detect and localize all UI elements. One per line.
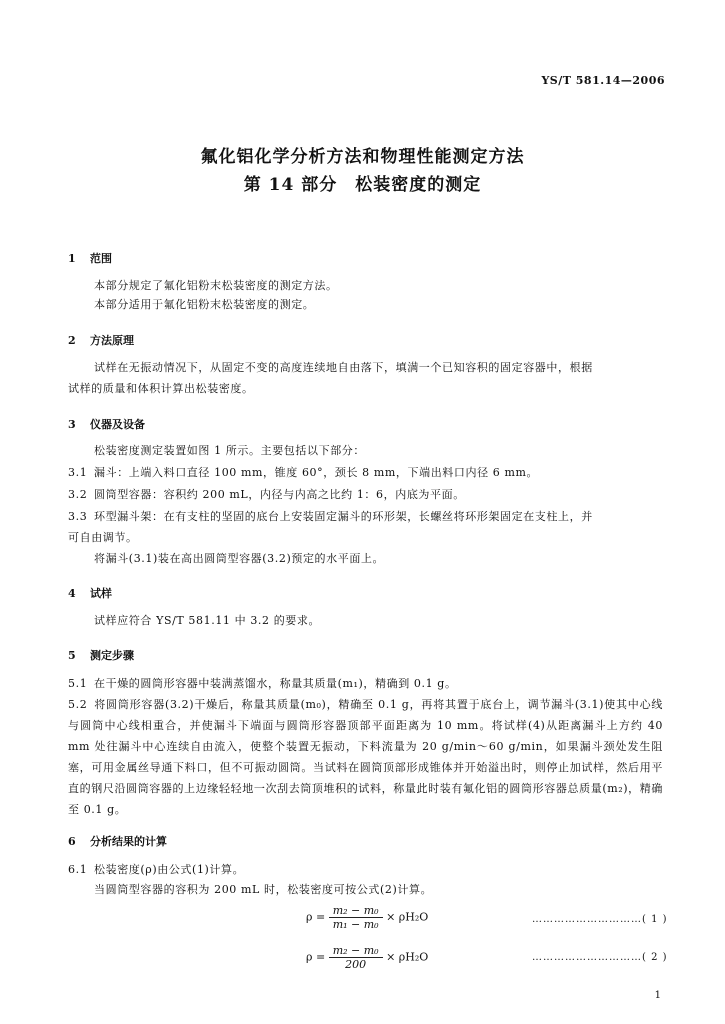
- section-title: 仪器及设备: [90, 418, 145, 431]
- section-number: 6: [68, 835, 76, 848]
- formula-2: [306, 944, 428, 971]
- paragraph: 松装密度测定装置如图 1 所示。主要包括以下部分：: [94, 444, 365, 457]
- list-item: [68, 465, 538, 481]
- section-number: 5: [68, 649, 76, 662]
- list-item: [68, 487, 465, 503]
- standard-number: YS/T 581.14—2006: [541, 74, 665, 87]
- item-number: 5.1: [68, 677, 88, 690]
- denominator: m₁ − m₀: [332, 918, 379, 931]
- item-text: 圆筒型容器：容积约 200 mL，内径与内高之比约 1：6，内底为平面。: [94, 488, 465, 501]
- item-number: 5.2: [68, 698, 88, 711]
- item-number: 3.3: [68, 510, 88, 523]
- item-text: 松装密度(ρ)由公式(1)计算。: [94, 863, 245, 876]
- list-item: [68, 676, 457, 692]
- section-number: 3: [68, 418, 76, 431]
- item-text: 漏斗：上端入料口直径 100 mm，锥度 60°，颈长 8 mm，下端出料口内径 6 mm。: [94, 466, 539, 479]
- section-2-heading: [68, 332, 134, 348]
- section-number: 1: [68, 252, 76, 265]
- section-4-heading: [68, 585, 112, 601]
- section-3-heading: [68, 416, 145, 432]
- item-number: 3.2: [68, 488, 88, 501]
- document-title-line2: 第 14 部分 松装密度的测定: [243, 175, 482, 195]
- paragraph: 本部分规定了氟化铝粉末松装密度的测定方法。: [94, 279, 338, 292]
- list-item: [68, 694, 663, 820]
- page-number: 1: [654, 990, 661, 1001]
- section-title: 分析结果的计算: [90, 835, 167, 848]
- equation-number: ( 2 ): [642, 952, 668, 963]
- numerator: m₂ − m₀: [329, 944, 383, 958]
- paragraph: 试样的质量和体积计算出松装密度。: [68, 382, 254, 395]
- section-title: 测定步骤: [90, 649, 134, 662]
- paragraph: 可自由调节。: [68, 531, 138, 544]
- document-title-line1: 氟化铝化学分析方法和物理性能测定方法: [200, 147, 525, 167]
- section-title: 范围: [90, 252, 112, 265]
- list-item: [68, 509, 593, 525]
- formula-rhs: × ρH₂O: [386, 950, 429, 964]
- section-title: 试样: [90, 587, 112, 600]
- formula-1-label: [532, 914, 668, 925]
- denominator: 200: [345, 958, 367, 971]
- item-text: 在干燥的圆筒形容器中装满蒸馏水，称量其质量(m₁)，精确到 0.1 g。: [94, 677, 457, 690]
- fraction: [329, 904, 383, 931]
- item-number: 3.1: [68, 466, 88, 479]
- paragraph: 试样在无振动情况下，从固定不变的高度连续地自由落下，填满一个已知容积的固定容器中，根据: [94, 361, 593, 374]
- section-6-heading: [68, 833, 167, 849]
- formula-2-label: [532, 952, 668, 963]
- paragraph: 本部分适用于氟化铝粉末松装密度的测定。: [94, 298, 315, 311]
- section-1-heading: [68, 250, 112, 266]
- formula-lhs: ρ =: [306, 910, 326, 924]
- paragraph: 当圆筒型容器的容积为 200 mL 时，松装密度可按公式(2)计算。: [94, 883, 433, 896]
- item-number: 6.1: [68, 863, 88, 876]
- list-item: [68, 862, 244, 878]
- paragraph: 试样应符合 YS/T 581.11 中 3.2 的要求。: [94, 614, 321, 627]
- leader-dots: …………………………: [532, 914, 642, 925]
- item-text: 将圆筒形容器(3.2)干燥后，称量其质量(m₀)，精确至 0.1 g，再将其置于底台上，调节漏斗(3.1)使其中心线与圆筒中心线相重合，并使漏斗下端面与圆筒形容器顶部平面距离为 10 mm。将试样(4)从距离漏斗上方约 40 mm 处往漏斗中心连续自由流入，使整个装置无振动，下料流量为 20 g/min～60 g/min，如果漏斗颈处发生阻塞，可用金属丝导通下料口，但不可振动圆筒。当试料在圆筒顶部形成锥体并开始溢出时，则停止加试样，然后用平直的钢尺沿圆筒容器的上边缘轻轻地一次刮去筒顶堆积的试料，称量此时装有氟化铝的圆筒形容器总质量(m₂)，精确至 0.1 g。: [68, 698, 663, 816]
- item-text: 环型漏斗架：在有支柱的坚固的底台上安装固定漏斗的环形架，长螺丝将环形架固定在支柱上，并: [94, 510, 593, 523]
- numerator: m₂ − m₀: [329, 904, 383, 918]
- fraction: [329, 944, 383, 971]
- paragraph: 将漏斗(3.1)装在高出圆筒型容器(3.2)预定的水平面上。: [94, 552, 385, 565]
- equation-number: ( 1 ): [642, 914, 668, 925]
- leader-dots: …………………………: [532, 952, 642, 963]
- section-number: 4: [68, 587, 76, 600]
- section-5-heading: [68, 647, 134, 663]
- formula-rhs: × ρH₂O: [386, 910, 429, 924]
- formula-1: [306, 904, 428, 931]
- section-number: 2: [68, 334, 76, 347]
- section-title: 方法原理: [90, 334, 134, 347]
- formula-lhs: ρ =: [306, 950, 326, 964]
